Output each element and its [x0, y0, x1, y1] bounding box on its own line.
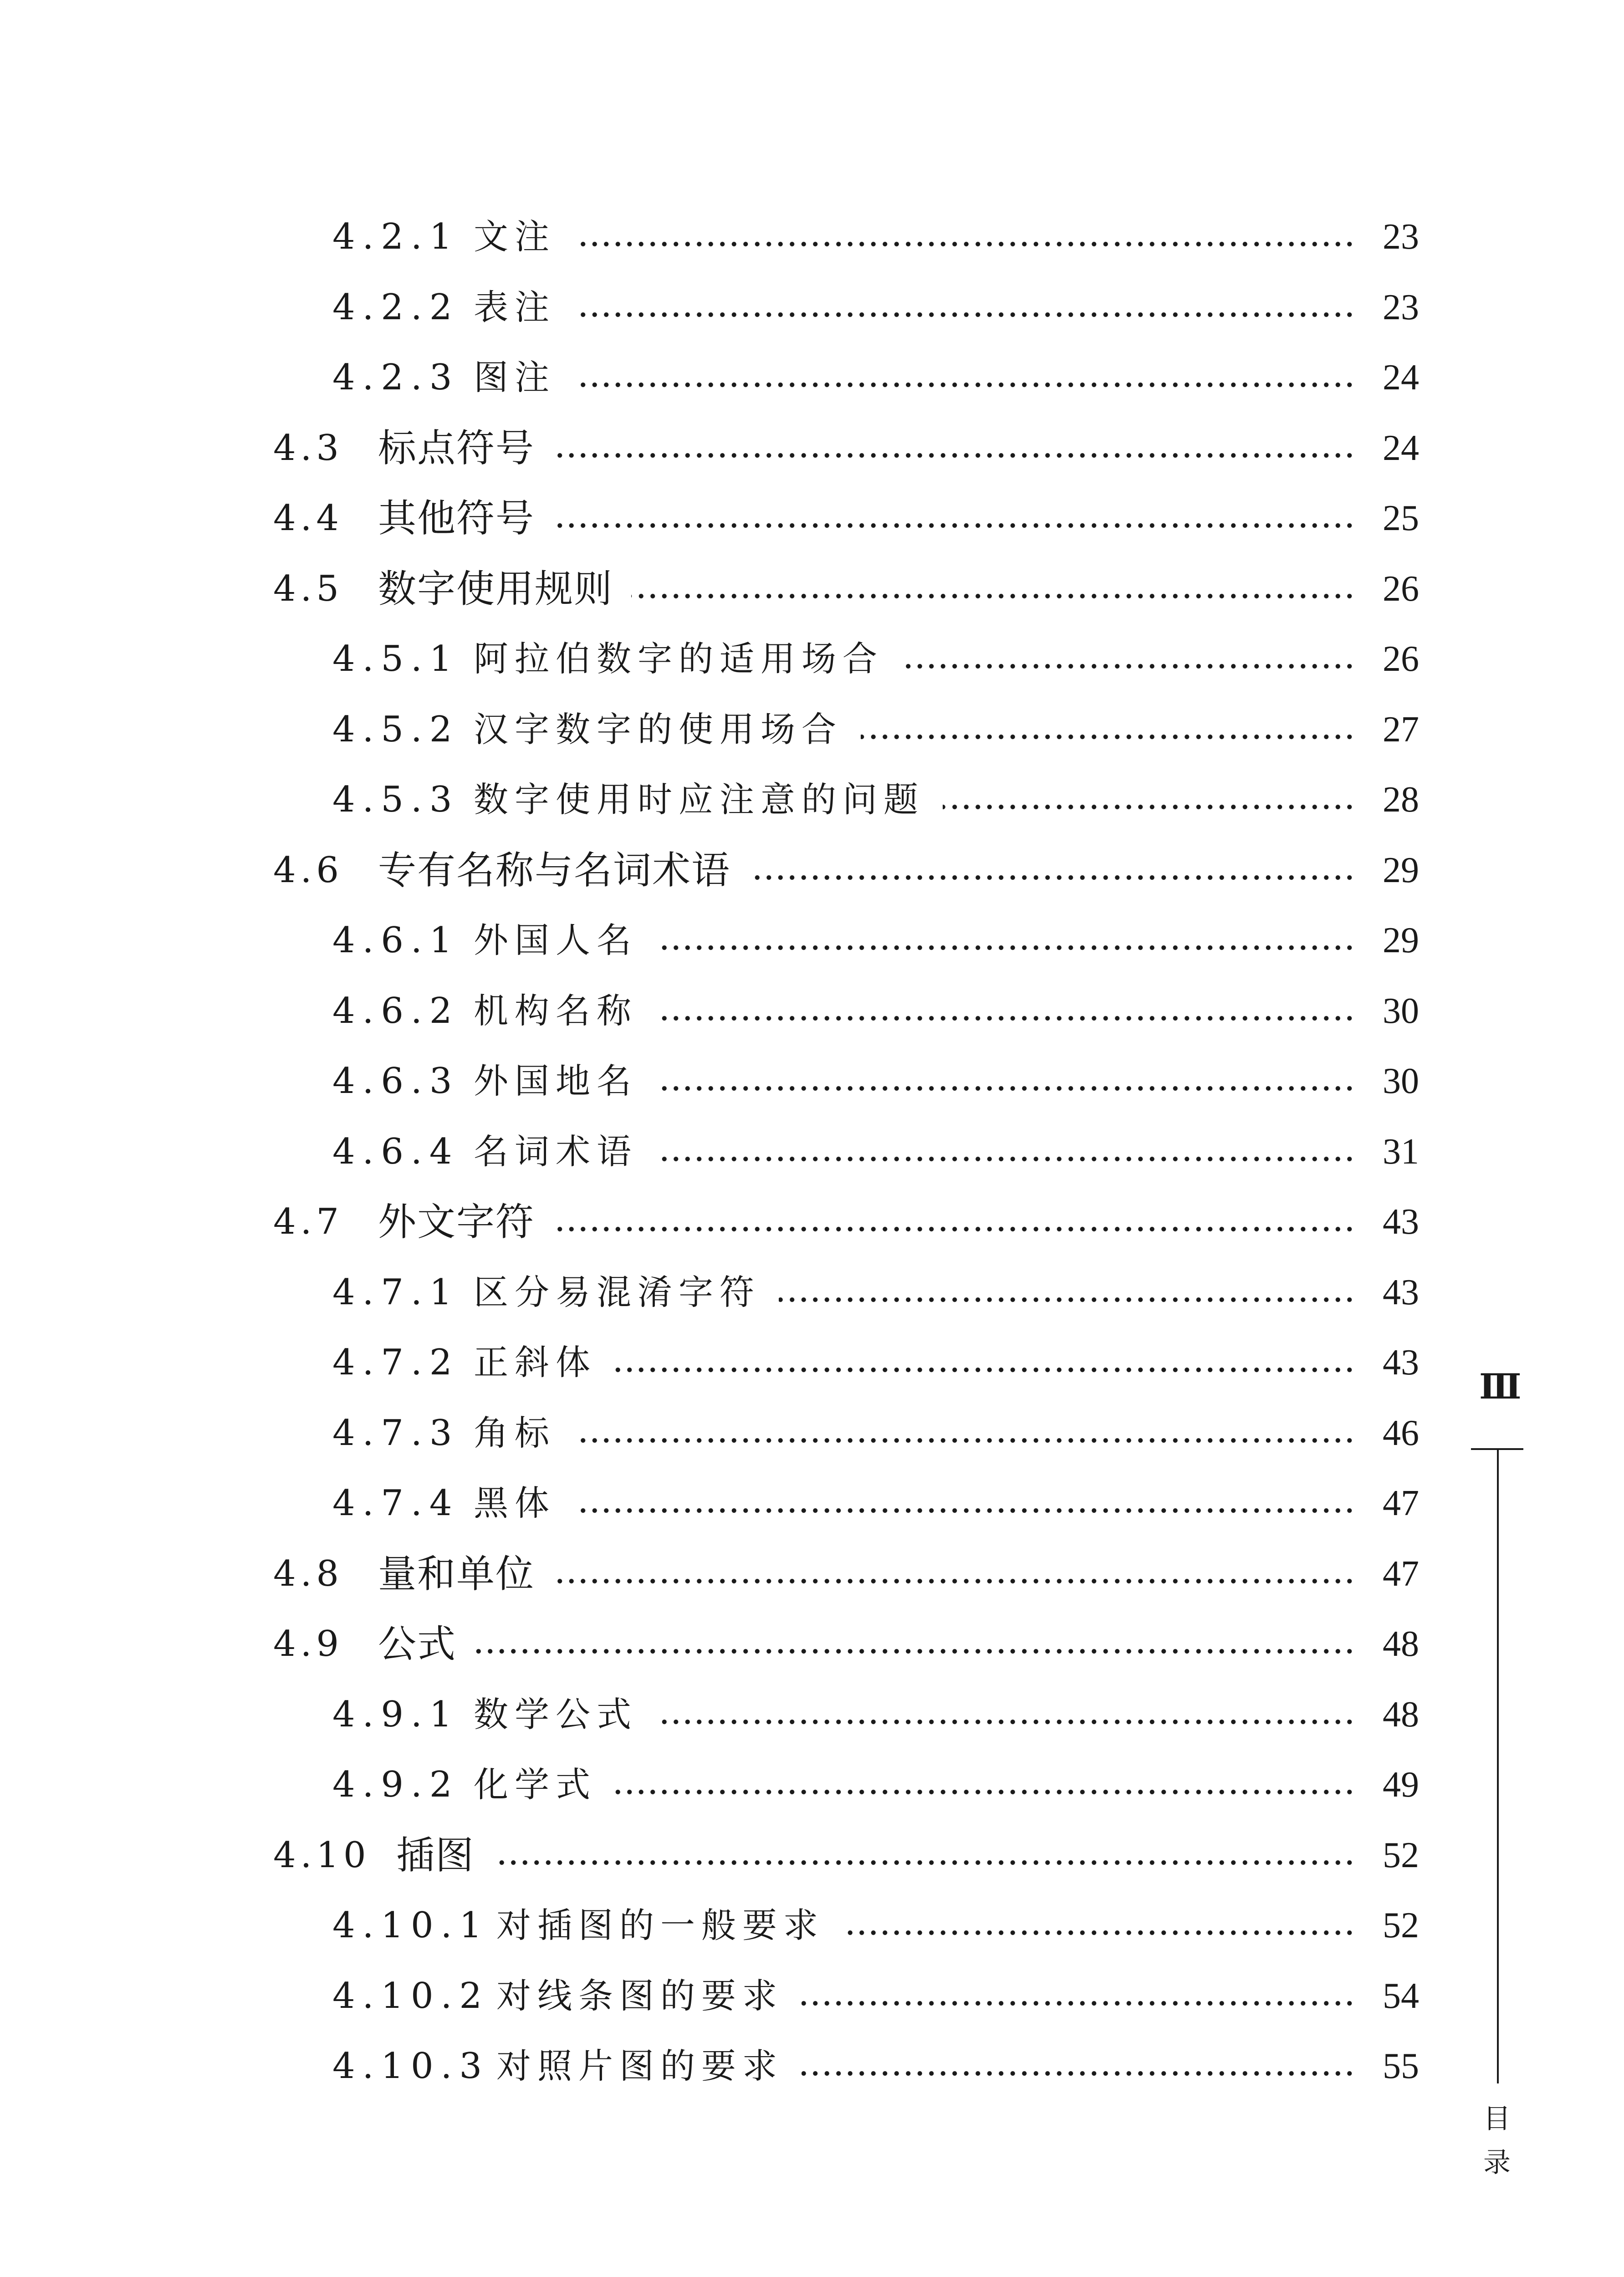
- toc-entry[interactable]: [332, 1467, 1419, 1540]
- toc-entry-number: 4.7.2: [332, 1342, 460, 1383]
- toc-dot-leader: [656, 944, 1355, 951]
- toc-entry-number: 4.9: [273, 1624, 344, 1664]
- toc-entry[interactable]: [273, 1819, 1419, 1892]
- toc-entry-title: 数学公式: [474, 1694, 638, 1735]
- toc-entry-page-number: 52: [1383, 1835, 1419, 1875]
- toc-entry-page-number: 48: [1383, 1624, 1419, 1664]
- toc-dot-leader: [843, 1929, 1355, 1936]
- toc-entry-title: 图注: [474, 357, 556, 398]
- toc-dot-leader: [615, 1366, 1355, 1373]
- toc-entry[interactable]: [332, 1960, 1419, 2032]
- toc-entry-title: 机构名称: [474, 990, 638, 1031]
- toc-entry-number: 4.2.2: [332, 286, 460, 328]
- toc-entry-number: 4.8: [273, 1553, 344, 1594]
- toc-entry-page-number: 27: [1383, 709, 1419, 750]
- toc-entry-number: 4.5.2: [332, 709, 460, 750]
- toc-entry-page-number: 23: [1383, 217, 1419, 257]
- toc-dot-leader: [802, 2070, 1355, 2077]
- toc-dot-leader: [574, 311, 1355, 318]
- toc-entry-title: 数字使用规则: [378, 566, 613, 611]
- toc-entry-title: 化学式: [474, 1764, 597, 1805]
- toc-entry-page-number: 26: [1383, 568, 1419, 609]
- side-section-label: [1481, 2097, 1513, 2185]
- toc-entry[interactable]: [332, 1889, 1419, 1962]
- toc-entry-title: 表注: [474, 286, 556, 327]
- toc-entry-number: 4.10.3: [332, 2046, 490, 2087]
- toc-entry-page-number: 43: [1383, 1272, 1419, 1312]
- toc-dot-leader: [779, 1296, 1355, 1303]
- toc-entry[interactable]: [332, 1256, 1419, 1329]
- toc-entry[interactable]: [332, 904, 1419, 977]
- toc-entry-page-number: 47: [1383, 1553, 1419, 1594]
- toc-entry-page-number: 26: [1383, 639, 1419, 679]
- toc-entry-number: 4.6.2: [332, 990, 460, 1031]
- toc-dot-leader: [574, 1437, 1355, 1444]
- roman-page-numeral: Ⅲ: [1479, 1366, 1519, 1407]
- toc-entry[interactable]: [332, 341, 1419, 414]
- toc-entry-page-number: 47: [1383, 1483, 1419, 1523]
- toc-entry-title: 外文字符: [378, 1200, 535, 1244]
- toc-entry-page-number: 24: [1383, 357, 1419, 398]
- toc-dot-leader: [574, 1507, 1355, 1514]
- toc-entry[interactable]: [332, 693, 1419, 766]
- toc-entry-number: 4.6.4: [332, 1131, 460, 1172]
- toc-dot-leader: [943, 803, 1355, 811]
- toc-entry-page-number: 43: [1383, 1202, 1419, 1242]
- toc-entry-title: 标点符号: [378, 425, 535, 470]
- toc-entry-page-number: 29: [1383, 920, 1419, 960]
- toc-entry-title: 专有名称与名词术语: [378, 847, 731, 893]
- toc-entry-page-number: 48: [1383, 1694, 1419, 1735]
- toc-dot-leader: [553, 1225, 1355, 1233]
- toc-entry-title: 汉字数字的使用场合: [474, 709, 843, 750]
- toc-entry-title: 公式: [378, 1622, 457, 1666]
- toc-dot-leader: [493, 1859, 1355, 1866]
- toc-entry-title: 文注: [474, 216, 556, 257]
- toc-entry[interactable]: [332, 200, 1419, 273]
- toc-entry-number: 4.5: [273, 568, 344, 609]
- toc-entry[interactable]: [273, 412, 1419, 485]
- toc-entry-title: 插图: [396, 1833, 475, 1878]
- toc-entry-page-number: 29: [1383, 850, 1419, 890]
- toc-dot-leader: [656, 1015, 1355, 1022]
- toc-entry-number: 4.7.4: [332, 1483, 460, 1524]
- toc-entry-number: 4.2.3: [332, 357, 460, 398]
- toc-entry-title: 对照片图的要求: [496, 2046, 783, 2086]
- toc-entry-title: 名词术语: [474, 1131, 638, 1172]
- toc-entry[interactable]: [273, 834, 1419, 907]
- toc-entry-title: 正斜体: [474, 1342, 597, 1383]
- toc-dot-leader: [574, 381, 1355, 388]
- toc-entry[interactable]: [273, 552, 1419, 625]
- toc-entry-title: 对线条图的要求: [496, 1975, 783, 2016]
- toc-entry[interactable]: [332, 2030, 1419, 2103]
- toc-entry-number: 4.5.3: [332, 779, 460, 820]
- toc-dot-leader: [553, 452, 1355, 459]
- toc-entry-number: 4.7: [273, 1201, 344, 1242]
- side-page-marker: [1471, 0, 1535, 2277]
- toc-dot-leader: [861, 733, 1355, 740]
- side-marker-vertical-rule: [1497, 1448, 1499, 2083]
- toc-entry[interactable]: [332, 763, 1419, 836]
- toc-entry-number: 4.10.2: [332, 1975, 490, 2017]
- toc-entry-number: 4.7.3: [332, 1412, 460, 1454]
- toc-entry-title: 区分易混淆字符: [474, 1271, 761, 1312]
- toc-dot-leader: [749, 874, 1355, 881]
- toc-entry-number: 4.4: [273, 498, 344, 539]
- toc-entry[interactable]: [332, 1045, 1419, 1118]
- toc-entry-page-number: 52: [1383, 1905, 1419, 1945]
- toc-entry[interactable]: [332, 1397, 1419, 1470]
- toc-entry-number: 4.6.3: [332, 1061, 460, 1102]
- toc-dot-leader: [902, 663, 1355, 670]
- toc-entry-page-number: 30: [1383, 1061, 1419, 1101]
- toc-entry[interactable]: [332, 271, 1419, 344]
- toc-dot-leader: [631, 592, 1355, 600]
- toc-entry-number: 4.2.1: [332, 216, 460, 257]
- toc-entry-page-number: 46: [1383, 1413, 1419, 1453]
- toc-entry-number: 4.10: [273, 1834, 371, 1876]
- toc-entry-page-number: 31: [1383, 1131, 1419, 1172]
- toc-entry-page-number: 24: [1383, 428, 1419, 468]
- toc-entry-number: 4.10.1: [332, 1905, 490, 1946]
- toc-dot-leader: [656, 1085, 1355, 1092]
- toc-entry[interactable]: [273, 1608, 1419, 1680]
- side-label-char: 目: [1483, 2103, 1511, 2135]
- toc-entry-title: 数字使用时应注意的问题: [474, 779, 924, 820]
- toc-entry-page-number: 23: [1383, 287, 1419, 327]
- toc-entry-page-number: 30: [1383, 990, 1419, 1031]
- toc-entry-number: 4.6: [273, 849, 344, 891]
- toc-entry[interactable]: [332, 1748, 1419, 1821]
- toc-entry-title: 外国人名: [474, 920, 638, 960]
- toc-entry[interactable]: [332, 1678, 1419, 1751]
- toc-dot-leader: [656, 1718, 1355, 1726]
- toc-entry-page-number: 25: [1383, 498, 1419, 538]
- toc-entry-title: 角标: [474, 1412, 556, 1453]
- toc-entry[interactable]: [332, 623, 1419, 695]
- toc-dot-leader: [656, 1155, 1355, 1163]
- toc-dot-leader: [802, 2000, 1355, 2007]
- toc-dot-leader: [574, 240, 1355, 248]
- toc-entry[interactable]: [332, 975, 1419, 1047]
- toc-entry-title: 对插图的一般要求: [496, 1905, 824, 1945]
- toc-entry-title: 阿拉伯数字的适用场合: [474, 638, 883, 679]
- toc-entry-number: 4.5.1: [332, 638, 460, 679]
- toc-entry-number: 4.7.1: [332, 1271, 460, 1313]
- toc-entry-number: 4.9.1: [332, 1694, 460, 1735]
- toc-entry[interactable]: [332, 1115, 1419, 1188]
- toc-entry-title: 量和单位: [378, 1551, 535, 1596]
- toc-entry-title: 黑体: [474, 1483, 556, 1523]
- toc-dot-leader: [475, 1648, 1355, 1655]
- toc-entry-page-number: 43: [1383, 1343, 1419, 1383]
- toc-entry-title: 外国地名: [474, 1061, 638, 1101]
- toc-entry-page-number: 49: [1383, 1765, 1419, 1805]
- toc-entry-page-number: 55: [1383, 2046, 1419, 2086]
- toc-entry-number: 4.9.2: [332, 1764, 460, 1805]
- toc-entry[interactable]: [273, 1537, 1419, 1610]
- toc-entry[interactable]: [273, 1185, 1419, 1258]
- toc-entry-title: 其他符号: [378, 496, 535, 541]
- toc-entry-page-number: 54: [1383, 1976, 1419, 2016]
- toc-dot-leader: [615, 1788, 1355, 1796]
- toc-dot-leader: [553, 1578, 1355, 1585]
- toc-entry[interactable]: [273, 482, 1419, 555]
- toc-entry-page-number: 28: [1383, 780, 1419, 820]
- toc-entry-number: 4.3: [273, 427, 344, 469]
- side-label-char: 录: [1483, 2147, 1511, 2179]
- toc-entry[interactable]: [332, 1326, 1419, 1399]
- toc-dot-leader: [553, 522, 1355, 529]
- toc-entry-number: 4.6.1: [332, 920, 460, 961]
